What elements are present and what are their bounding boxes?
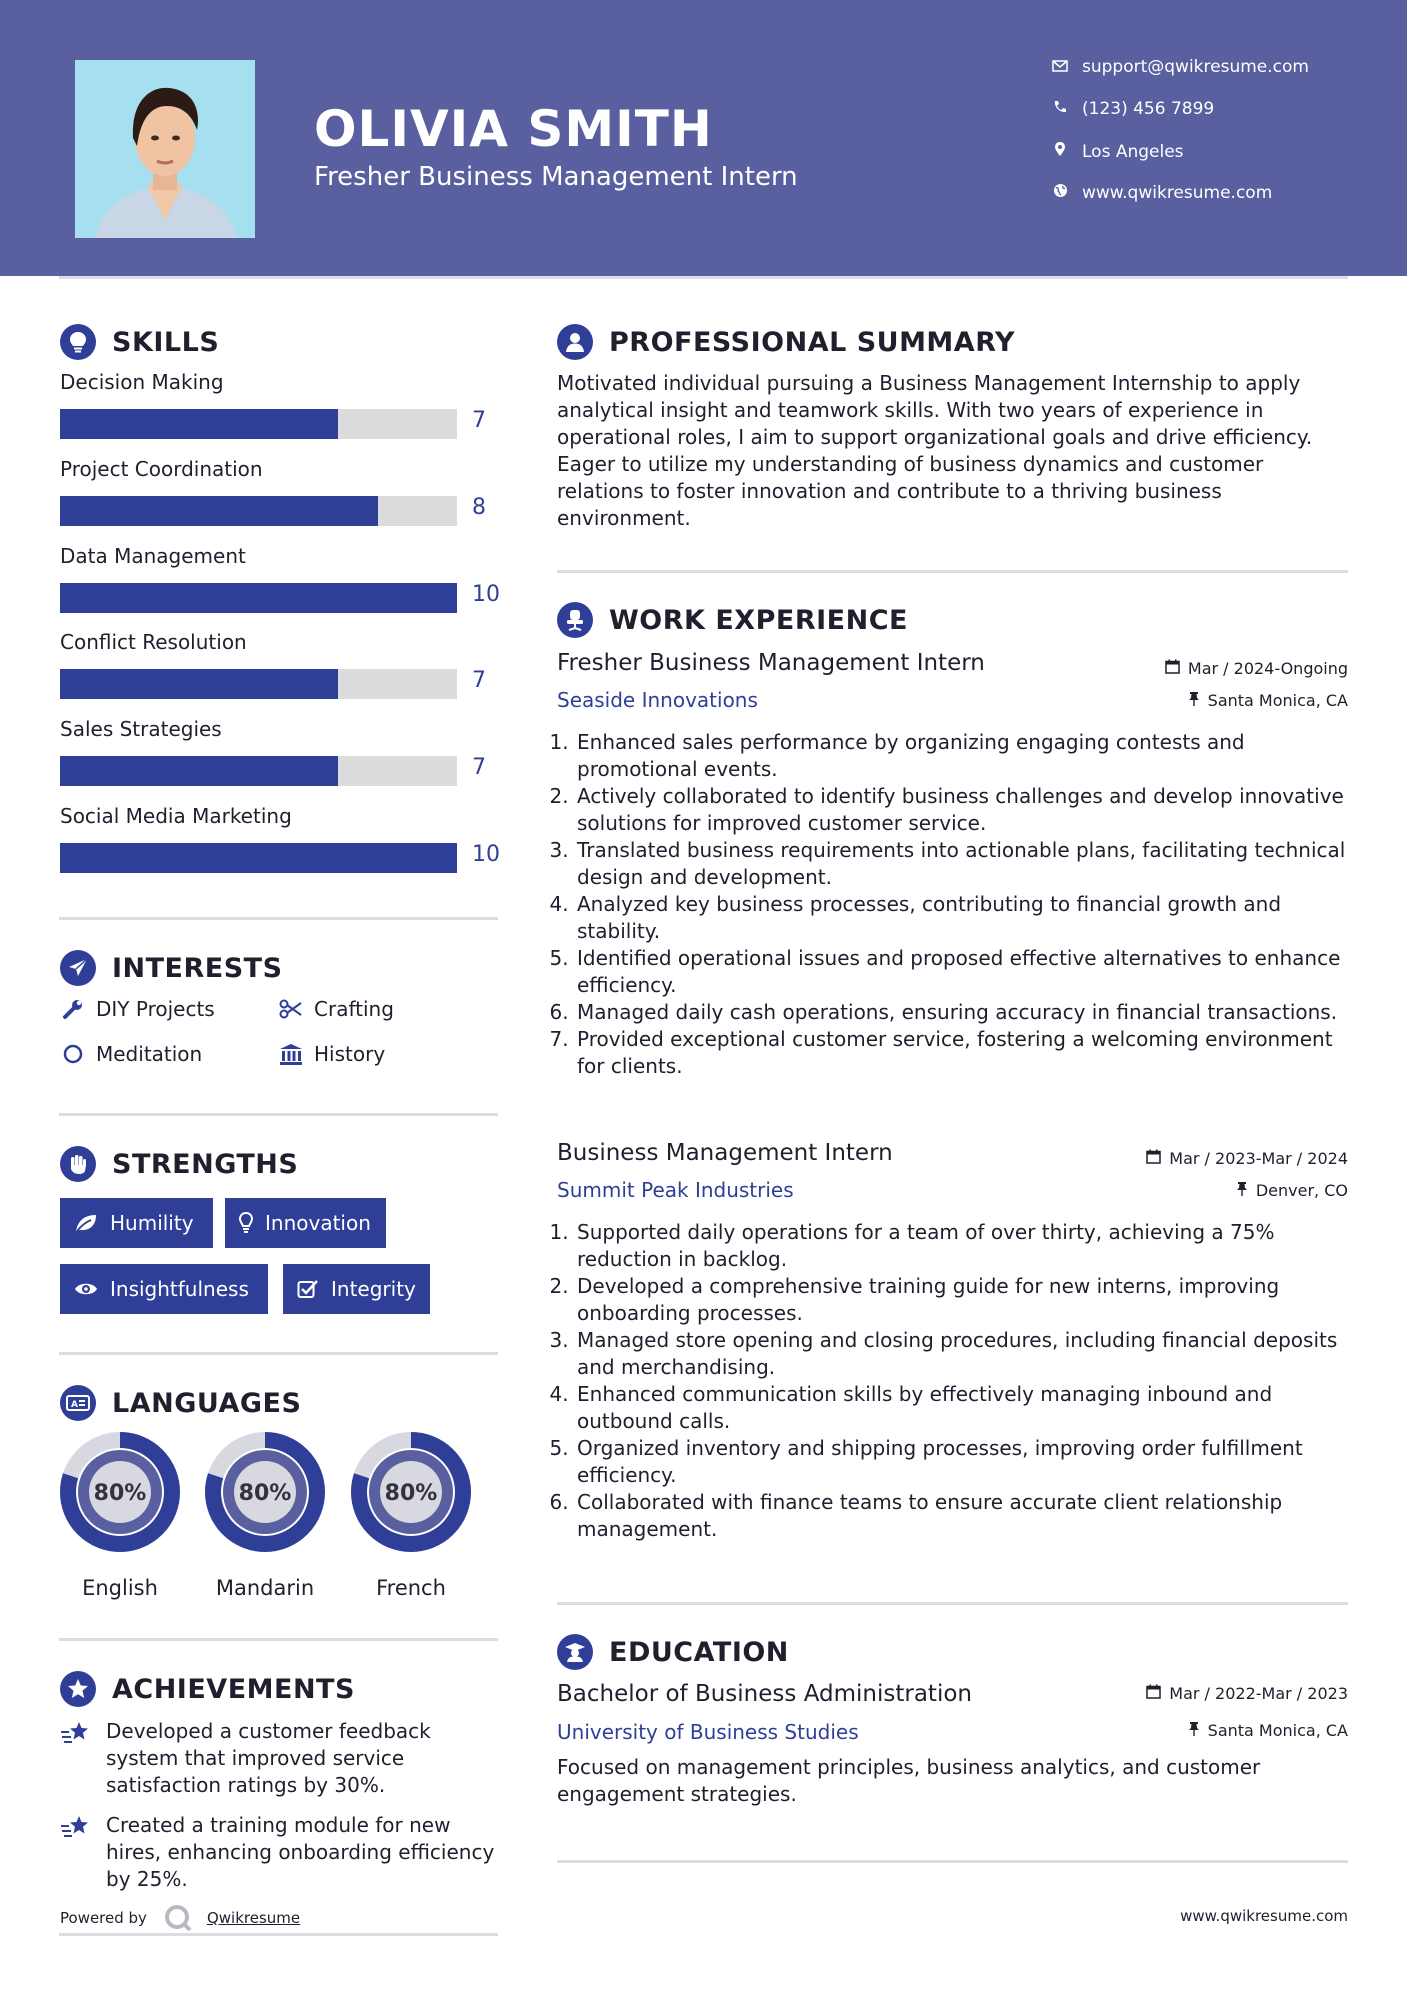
language-ring xyxy=(349,1430,473,1554)
lightbulb-icon xyxy=(60,324,96,360)
skill-bar-fill xyxy=(60,756,338,786)
section-divider xyxy=(59,917,498,920)
achievements-heading: ACHIEVEMENTS xyxy=(60,1671,355,1707)
education-heading: EDUCATION xyxy=(557,1634,789,1670)
skill-bar-fill xyxy=(60,843,457,873)
achievement-item: Developed a customer feedback system that improved service satisfaction ratings by 30%. xyxy=(60,1718,500,1799)
skill-value: 10 xyxy=(472,842,500,867)
section-divider xyxy=(59,1113,498,1116)
skill-item xyxy=(60,717,500,780)
skill-bar-fill xyxy=(60,409,338,439)
user-icon xyxy=(557,324,593,360)
contact-email[interactable]: support@qwikresume.com xyxy=(1050,57,1309,77)
job-title: Fresher Business Management Intern xyxy=(557,650,985,676)
achievement-item: Created a training module for new hires, enhancing onboarding efficiency by 25%. xyxy=(60,1812,500,1893)
job-bullet: 4. Enhanced communication skills by effectively managing inbound and outbound calls. xyxy=(575,1381,1347,1435)
company-name: Summit Peak Industries xyxy=(557,1178,794,1202)
job-bullet: 2. Developed a comprehensive training guide for new interns, improving onboarding processes. xyxy=(575,1273,1347,1327)
language-percent: 80% xyxy=(93,1481,147,1506)
skill-bar-fill xyxy=(60,669,338,699)
strengths-heading: STRENGTHS xyxy=(60,1146,298,1182)
job-bullets xyxy=(557,1219,1347,1543)
scissors-icon xyxy=(278,999,304,1019)
job-bullet: 2. Actively collaborated to identify business challenges and develop innovative solutions for improved customer service. xyxy=(575,783,1347,837)
pushpin-icon xyxy=(1236,1181,1248,1200)
job-bullet: 7. Provided exceptional customer service, fostering a welcoming environment for clients. xyxy=(575,1026,1347,1080)
museum-icon xyxy=(278,1043,304,1065)
skill-bar xyxy=(60,669,457,699)
job-date: Mar / 2023-Mar / 2024 xyxy=(1146,1149,1348,1168)
calendar-icon xyxy=(1146,1149,1161,1168)
experience-heading: WORK EXPERIENCE xyxy=(557,602,908,638)
strength-tag: Humility xyxy=(60,1198,213,1248)
language-icon xyxy=(60,1385,96,1421)
strength-tag: Integrity xyxy=(283,1264,430,1314)
resume-header xyxy=(0,0,1407,276)
skill-item xyxy=(60,370,500,433)
company-name: Seaside Innovations xyxy=(557,688,758,712)
check-square-icon xyxy=(297,1279,319,1299)
fist-icon xyxy=(60,1146,96,1182)
education-date: Mar / 2022-Mar / 2023 xyxy=(1146,1684,1348,1703)
school-name: University of Business Studies xyxy=(557,1720,859,1744)
profile-photo xyxy=(75,60,255,238)
language-percent: 80% xyxy=(238,1481,292,1506)
calendar-icon xyxy=(1146,1684,1161,1703)
job-bullet: 5. Organized inventory and shipping processes, improving order fulfillment efficiency. xyxy=(575,1435,1347,1489)
skill-name: Conflict Resolution xyxy=(60,630,247,654)
job-bullets xyxy=(557,729,1347,1080)
shooting-star-icon xyxy=(60,1720,92,1799)
skill-item xyxy=(60,804,500,867)
envelope-icon xyxy=(1050,57,1070,77)
education-text: Focused on management principles, business analytics, and customer engagement strategies. xyxy=(557,1755,1261,1806)
graduate-icon xyxy=(557,1634,593,1670)
strength-tag: Insightfulness xyxy=(60,1264,268,1314)
paper-plane-icon xyxy=(60,950,96,986)
section-divider xyxy=(557,1602,1348,1605)
lightbulb-icon xyxy=(239,1212,253,1234)
star-badge-icon xyxy=(60,1671,96,1707)
section-divider xyxy=(59,1352,498,1355)
summary-text: Motivated individual pursuing a Business Management Internship to apply analytical insight and teamwork skills. With two years of experience in operational roles, I aim to support organizational goals and drive efficiency. Eager to utilize my understanding of business dynamics and customer relations to foster innovation and contribute to a thriving business environment. xyxy=(557,371,1313,530)
strength-tag: Innovation xyxy=(225,1198,386,1248)
skill-name: Sales Strategies xyxy=(60,717,222,741)
language-ring xyxy=(203,1430,327,1554)
calendar-icon xyxy=(1165,659,1180,678)
globe-icon xyxy=(1050,183,1070,203)
skill-name: Social Media Marketing xyxy=(60,804,292,828)
job-location: Santa Monica, CA xyxy=(1188,691,1348,710)
leaf-icon xyxy=(74,1213,98,1233)
job-bullet: 5. Identified operational issues and proposed effective alternatives to enhance efficiency. xyxy=(575,945,1347,999)
skill-name: Data Management xyxy=(60,544,246,568)
skill-value: 8 xyxy=(472,495,486,520)
skill-bar-fill xyxy=(60,496,378,526)
contact-phone[interactable]: (123) 456 7899 xyxy=(1050,99,1214,119)
language-item xyxy=(195,1430,335,1600)
education-location: Santa Monica, CA xyxy=(1188,1721,1348,1740)
shooting-star-icon xyxy=(60,1814,92,1893)
candidate-name: OLIVIA SMITH xyxy=(314,100,713,158)
language-percent: 80% xyxy=(384,1481,438,1506)
interest-item: Crafting xyxy=(278,997,394,1021)
office-chair-icon xyxy=(557,602,593,638)
contact-location: Los Angeles xyxy=(1050,141,1184,162)
skill-bar xyxy=(60,583,457,613)
skill-value: 7 xyxy=(472,755,486,780)
skill-value: 7 xyxy=(472,408,486,433)
footer-divider xyxy=(59,1933,498,1936)
language-name: Mandarin xyxy=(215,1576,315,1600)
interests-heading: INTERESTS xyxy=(60,950,283,986)
job-location: Denver, CO xyxy=(1236,1181,1348,1200)
footer-site-link[interactable]: www.qwikresume.com xyxy=(1180,1907,1348,1925)
skill-value: 7 xyxy=(472,668,486,693)
languages-heading: A LANGUAGES xyxy=(60,1385,301,1421)
language-name: French xyxy=(376,1576,446,1600)
candidate-title: Fresher Business Management Intern xyxy=(314,162,798,192)
interest-item: History xyxy=(278,1042,385,1066)
language-item xyxy=(50,1430,190,1600)
skill-bar xyxy=(60,756,457,786)
degree-title: Bachelor of Business Administration xyxy=(557,1681,972,1707)
skill-bar xyxy=(60,843,457,873)
skill-name: Project Coordination xyxy=(60,457,263,481)
header-divider xyxy=(59,276,1348,279)
job-bullet: 3. Translated business requirements into actionable plans, facilitating technical design and development. xyxy=(575,837,1347,891)
job-date: Mar / 2024-Ongoing xyxy=(1165,659,1348,678)
phone-icon xyxy=(1050,99,1070,119)
job-bullet: 1. Supported daily operations for a team of over thirty, achieving a 75% reduction in backlog. xyxy=(575,1219,1347,1273)
svg-text:A: A xyxy=(71,1400,78,1410)
skill-name: Decision Making xyxy=(60,370,224,394)
skill-bar-fill xyxy=(60,583,457,613)
section-divider xyxy=(557,570,1348,573)
pushpin-icon xyxy=(1188,1721,1200,1740)
eye-icon xyxy=(74,1281,98,1297)
wrench-icon xyxy=(60,998,86,1020)
contact-website[interactable]: www.qwikresume.com xyxy=(1050,183,1272,203)
language-ring xyxy=(58,1430,182,1554)
language-item xyxy=(341,1430,481,1600)
summary-heading: PROFESSIONAL SUMMARY xyxy=(557,324,1015,360)
skill-value: 10 xyxy=(472,582,500,607)
interest-item: DIY Projects xyxy=(60,997,215,1021)
skill-item xyxy=(60,544,500,607)
job-title: Business Management Intern xyxy=(557,1140,893,1166)
language-name: English xyxy=(82,1576,158,1600)
job-bullet: 3. Managed store opening and closing procedures, including financial deposits and merchandising. xyxy=(575,1327,1347,1381)
circle-icon xyxy=(60,1044,86,1064)
skill-item xyxy=(60,457,500,520)
job-bullet: 6. Managed daily cash operations, ensuring accuracy in financial transactions. xyxy=(575,999,1347,1026)
job-bullet: 6. Collaborated with finance teams to ensure accurate client relationship management. xyxy=(575,1489,1347,1543)
skills-heading: SKILLS xyxy=(60,324,219,360)
footer-powered-by: Powered by Qwikresume xyxy=(60,1903,300,1933)
qwikresume-link[interactable]: Qwikresume xyxy=(206,1909,301,1927)
section-divider xyxy=(557,1860,1348,1863)
job-bullet: 4. Analyzed key business processes, contributing to financial growth and stability. xyxy=(575,891,1347,945)
section-divider xyxy=(59,1638,498,1641)
interest-item: Meditation xyxy=(60,1042,202,1066)
skill-item xyxy=(60,630,500,693)
pushpin-icon xyxy=(1188,691,1200,710)
job-bullet: 1. Enhanced sales performance by organizing engaging contests and promotional events. xyxy=(575,729,1347,783)
skill-bar xyxy=(60,409,457,439)
qwikresume-logo-icon xyxy=(163,1903,193,1933)
skill-bar xyxy=(60,496,457,526)
map-pin-icon xyxy=(1050,141,1070,162)
